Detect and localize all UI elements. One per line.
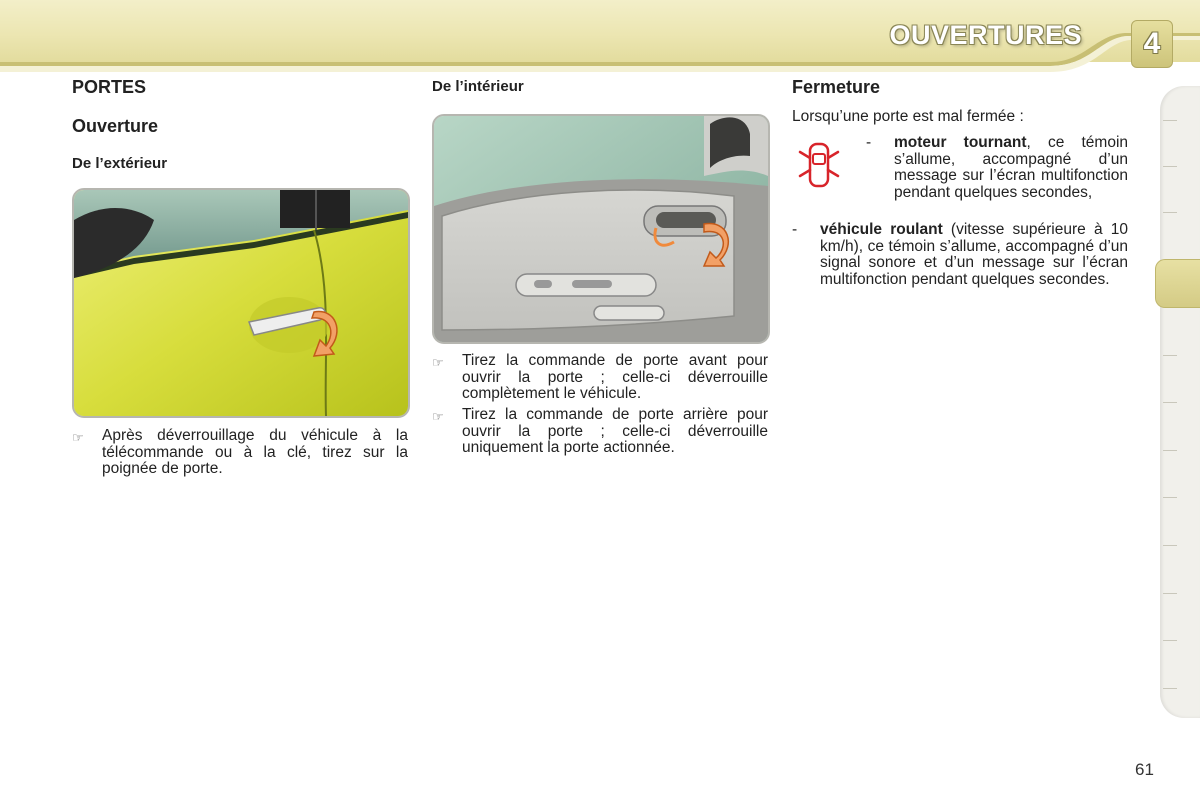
- chapter-tab-divider: [1163, 688, 1177, 689]
- chapter-tab-divider: [1163, 166, 1177, 167]
- chapter-tab-divider: [1163, 450, 1177, 451]
- chapter-tab-active[interactable]: [1155, 259, 1200, 308]
- chapter-tab-divider: [1163, 355, 1177, 356]
- engine-running-label: moteur tournant: [894, 134, 1027, 151]
- list-dash: -: [866, 134, 872, 151]
- chapter-title: OUVERTURES: [889, 20, 1082, 50]
- interior-door-handle-illustration: [432, 114, 770, 344]
- closing-heading: Fermeture: [792, 77, 881, 97]
- vehicle-moving-label: véhicule roulant: [820, 221, 943, 238]
- interior-heading: De l’intérieur: [432, 78, 524, 95]
- chapter-tab-divider: [1163, 402, 1177, 403]
- vehicle-moving-text: (vitesse supérieure à 10 km/h), ce témoin s’allume, accompagné d’un signal sonore et d’un message sur l’écran multifonction pendant quelques secondes.: [820, 221, 1128, 288]
- chapter-tab-divider: [1163, 212, 1177, 213]
- engine-running-text: , ce témoin s’allume, accompagné d’un message sur l’écran multifonction pendant quelques secondes,: [894, 134, 1129, 201]
- vehicle-moving-item: [820, 222, 1128, 288]
- pointing-hand-icon: ☞: [72, 430, 84, 445]
- engine-running-item: [894, 135, 1128, 201]
- chapter-tab-divider: [1163, 497, 1177, 498]
- front-door-instruction: Tirez la commande de porte avant pour ouvrir la porte ; celle-ci déverrouille complètement le véhicule.: [462, 352, 768, 402]
- exterior-instruction: Après déverrouillage du véhicule à la télécommande ou à la clé, tirez sur la poignée de porte.: [102, 427, 408, 477]
- chapter-tab-divider: [1163, 120, 1177, 121]
- door-open-warning-icon: [794, 140, 844, 190]
- list-dash: -: [792, 221, 798, 238]
- exterior-heading: De l’extérieur: [72, 155, 168, 172]
- chapter-number-badge: 4: [1131, 20, 1173, 68]
- chapter-tab-divider: [1163, 545, 1177, 546]
- page-number: 61: [1135, 760, 1154, 779]
- closing-intro: Lorsqu’une porte est mal fermée :: [792, 108, 1024, 125]
- pointing-hand-icon: ☞: [432, 355, 444, 370]
- exterior-door-handle-illustration: [72, 188, 410, 418]
- rear-door-instruction: Tirez la commande de porte arrière pour ouvrir la porte ; celle-ci déverrouille uniquement la porte actionnée.: [462, 406, 768, 456]
- pointing-hand-icon: ☞: [432, 409, 444, 424]
- subsection-title: Ouverture: [72, 116, 159, 136]
- chapter-tab-divider: [1163, 593, 1177, 594]
- chapter-tab-divider: [1163, 640, 1177, 641]
- section-title: PORTES: [72, 77, 147, 97]
